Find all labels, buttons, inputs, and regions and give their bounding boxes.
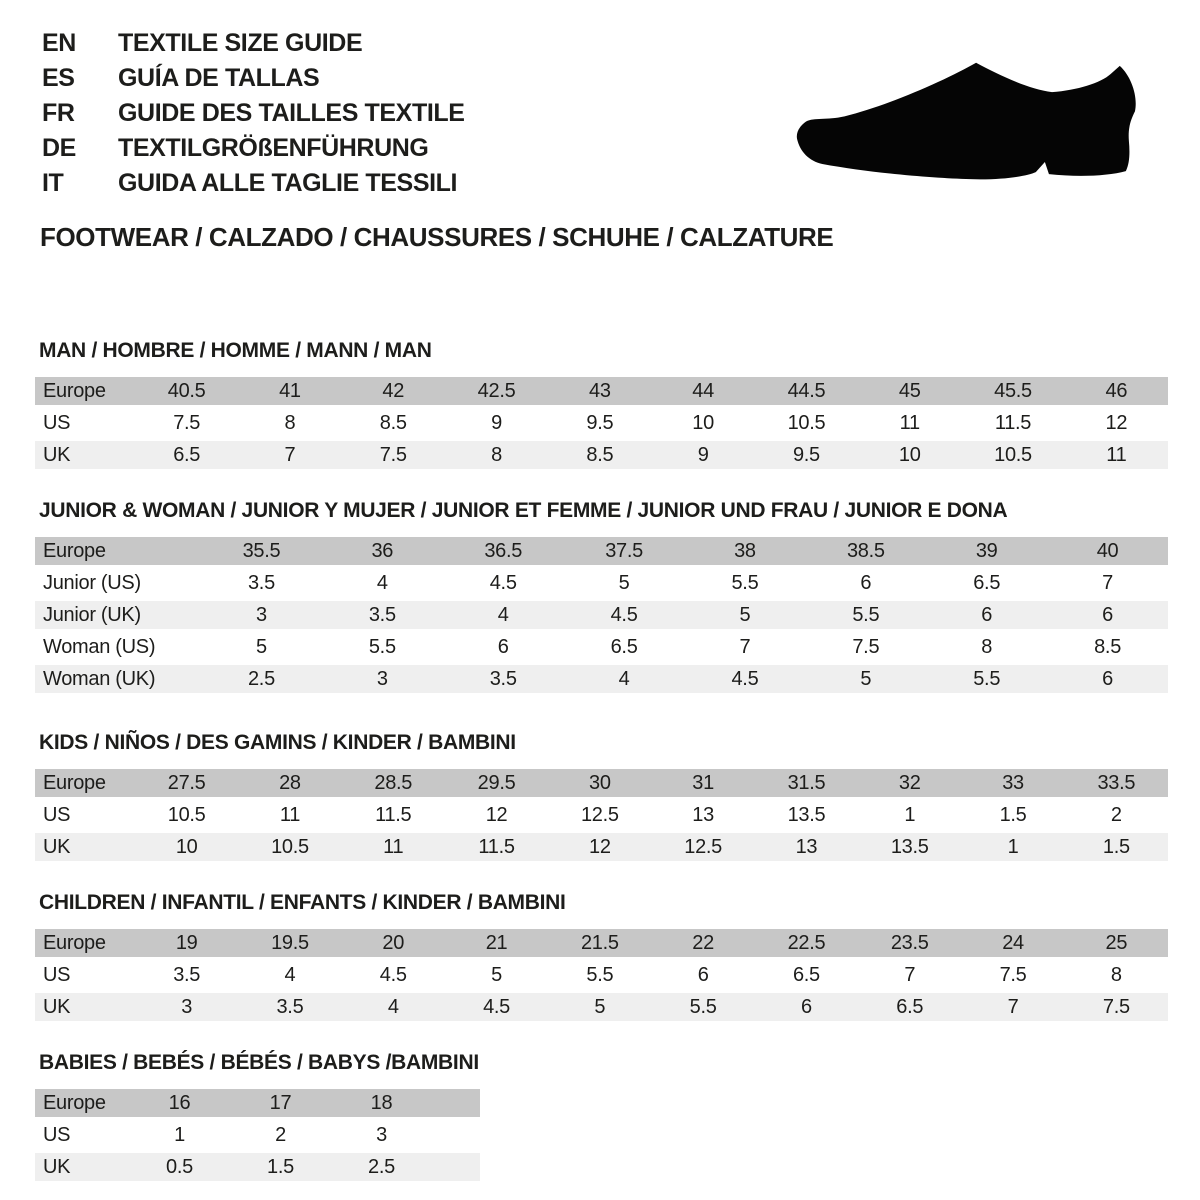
row-label: US [43,803,71,826]
size-cell: 6 [860,571,872,594]
size-cell: 4.5 [610,603,638,626]
size-cell: 40 [1096,539,1119,562]
size-cell: 12 [1105,411,1128,434]
section-title: MAN / HOMBRE / HOMME / MANN / MAN [39,339,432,362]
size-cell: 10 [692,411,714,434]
size-cell: 42 [382,379,405,402]
size-cell: 0.5 [166,1155,193,1178]
size-cell: 11.5 [375,803,412,826]
size-cell: 22.5 [787,931,826,954]
size-cell: 11.5 [478,835,515,858]
size-row [35,1121,480,1149]
size-cell: 11 [383,835,404,858]
size-cell: 23.5 [890,931,929,954]
size-cell: 5.5 [368,635,396,658]
size-cell: 11 [1106,443,1127,466]
size-cell: 21.5 [580,931,619,954]
size-cell: 1.5 [267,1155,294,1178]
size-cell: 28.5 [374,771,413,794]
size-cell: 6.5 [973,571,1001,594]
size-cell: 24 [1002,931,1024,954]
size-cell: 4 [387,995,399,1018]
size-row [35,833,1168,861]
size-cell: 5.5 [689,995,717,1018]
size-cell: 3 [256,603,267,626]
section-kids [35,731,1168,865]
category-title: FOOTWEAR / CALZADO / CHAUSSURES / SCHUHE / CALZATURE [40,222,834,252]
size-cell: 5.5 [586,963,614,986]
size-cell: 4 [497,603,509,626]
size-cell: 8.5 [1094,635,1122,658]
size-cell: 19 [175,931,198,954]
row-label: US [43,1123,71,1146]
size-cell: 30 [589,771,611,794]
lang-row-en [42,26,465,61]
row-label: Junior (US) [43,571,141,594]
size-cell: 5.5 [731,571,759,594]
size-cell: 12 [589,835,611,858]
size-cell: 5.5 [852,603,880,626]
lang-row-es [42,61,465,96]
size-cell: 10 [898,443,921,466]
size-cell: 6.5 [610,635,638,658]
junior-woman-size-table [35,533,1168,697]
size-cell: 6 [1102,667,1113,690]
size-row [35,633,1168,661]
size-cell: 46 [1105,379,1128,402]
size-cell: 17 [269,1091,292,1114]
size-cell: 12.5 [580,803,619,826]
row-label: UK [43,995,71,1018]
size-cell: 45.5 [994,379,1032,402]
size-cell: 7 [284,443,296,466]
size-cell: 2 [275,1123,286,1146]
size-cell: 7.5 [1102,995,1130,1018]
size-header-row [35,377,1168,405]
filler-cell [432,1121,480,1149]
size-cell: 5 [256,635,267,658]
size-cell: 32 [898,771,921,794]
section-title: BABIES / BEBÉS / BÉBÉS / BABYS /BAMBINI [39,1051,479,1074]
row-label: UK [43,1155,71,1178]
size-cell: 9 [697,443,709,466]
size-cell: 7.5 [173,411,201,434]
section-title: JUNIOR & WOMAN / JUNIOR Y MUJER / JUNIOR ET FEMME / JUNIOR UND FRAU / JUNIOR E DONA [39,499,1008,522]
lang-code: DE [42,134,76,162]
size-cell: 11 [899,411,920,434]
size-cell: 28 [279,771,301,794]
size-cell: 3.5 [276,995,304,1018]
size-header-row [35,1089,480,1117]
lang-code: ES [42,64,75,92]
size-cell: 9.5 [792,443,820,466]
kids-size-table [35,765,1168,865]
size-cell: 41 [279,379,301,402]
size-cell: 42.5 [477,379,516,402]
size-header-row [35,537,1168,565]
row-label: Europe [43,1091,106,1114]
size-cell: 12.5 [684,835,722,858]
size-cell: 7 [1102,571,1113,594]
size-cell: 36.5 [484,539,523,562]
size-cell: 4.5 [483,995,510,1018]
size-cell: 8 [284,411,296,434]
size-cell: 3.5 [489,667,517,690]
size-cell: 5.5 [973,667,1001,690]
size-cell: 20 [382,931,405,954]
row-label: Europe [43,539,106,562]
size-cell: 4.5 [379,963,407,986]
size-cell: 4.5 [731,667,759,690]
size-row [35,601,1168,629]
lang-code: FR [42,99,75,127]
size-cell: 4 [284,963,296,986]
size-cell: 40.5 [167,379,206,402]
size-cell: 37.5 [605,539,643,562]
size-cell: 6 [1102,603,1113,626]
section-junior-woman [35,499,1168,697]
size-cell: 3 [181,995,193,1018]
size-cell: 8.5 [379,411,407,434]
size-cell: 8 [491,443,502,466]
size-cell: 9.5 [586,411,614,434]
size-cell: 18 [370,1091,393,1114]
size-cell: 38.5 [846,539,885,562]
size-cell: 5 [491,963,502,986]
size-cell: 2.5 [247,667,275,690]
size-cell: 13.5 [890,835,929,858]
section-title: KIDS / NIÑOS / DES GAMINS / KINDER / BAMBINI [39,731,516,754]
size-cell: 4 [376,571,388,594]
size-cell: 11 [279,803,301,826]
filler-cell [432,1089,480,1117]
size-header-row [35,929,1168,957]
size-cell: 45 [898,379,921,402]
size-cell: 1 [174,1123,185,1146]
size-cell: 10.5 [787,411,826,434]
section-man [35,339,1168,473]
size-row [35,961,1168,989]
size-cell: 27.5 [167,771,206,794]
size-cell: 44 [692,379,714,402]
size-cell: 6 [497,635,509,658]
size-cell: 8 [1110,963,1122,986]
size-cell: 6.5 [173,443,201,466]
size-cell: 7.5 [379,443,407,466]
size-cell: 12 [485,803,508,826]
size-header-row [35,769,1168,797]
row-label: Europe [43,931,106,954]
size-cell: 3.5 [173,963,201,986]
size-cell: 5 [618,571,630,594]
size-cell: 36 [371,539,394,562]
row-label: Junior (UK) [43,603,141,626]
size-cell: 29.5 [477,771,516,794]
row-label: Europe [43,771,106,794]
size-cell: 6 [697,963,709,986]
size-cell: 7.5 [999,963,1027,986]
size-cell: 6 [981,603,993,626]
size-cell: 10.5 [994,443,1032,466]
size-cell: 19.5 [271,931,309,954]
lang-row-it [42,166,465,201]
row-label: US [43,411,71,434]
size-row [35,993,1168,1021]
size-row [35,801,1168,829]
size-cell: 10 [175,835,198,858]
shoe-icon [796,56,1140,188]
size-cell: 44.5 [787,379,826,402]
size-cell: 5 [860,667,872,690]
children-size-table [35,925,1168,1025]
row-label: US [43,963,71,986]
size-cell: 13 [795,835,818,858]
section-babies [35,1051,1168,1185]
size-cell: 4 [618,667,630,690]
section-title: CHILDREN / INFANTIL / ENFANTS / KINDER / BAMBINI [39,891,566,914]
size-cell: 39 [975,539,998,562]
size-cell: 1.5 [1102,835,1130,858]
row-label: Europe [43,379,106,402]
size-cell: 43 [589,379,611,402]
size-row [35,409,1168,437]
size-cell: 3 [376,667,388,690]
size-cell: 5 [739,603,751,626]
size-row [35,569,1168,597]
size-cell: 6 [801,995,812,1018]
size-cell: 2.5 [368,1155,395,1178]
size-cell: 3.5 [368,603,396,626]
size-cell: 22 [692,931,714,954]
size-cell: 25 [1105,931,1128,954]
size-cell: 1.5 [999,803,1027,826]
size-row [35,441,1168,469]
row-label: UK [43,443,71,466]
size-cell: 2 [1110,803,1122,826]
size-cell: 31.5 [787,771,826,794]
size-tables [35,339,1168,1185]
language-title-list [42,26,465,201]
lang-title: TEXTILE SIZE GUIDE [118,29,363,57]
size-cell: 3 [376,1123,387,1146]
size-cell: 7 [1007,995,1019,1018]
size-cell: 35.5 [242,539,281,562]
man-size-table [35,373,1168,473]
lang-title: TEXTILGRÖßENFÜHRUNG [118,134,429,162]
size-cell: 8 [981,635,993,658]
lang-title: GUÍA DE TALLAS [118,64,320,92]
row-label: Woman (US) [43,635,156,658]
lang-code: EN [42,29,76,57]
size-cell: 8.5 [586,443,614,466]
size-cell: 33.5 [1097,771,1136,794]
row-label: Woman (UK) [43,667,156,690]
size-cell: 7.5 [852,635,880,658]
size-cell: 5 [594,995,606,1018]
row-label: UK [43,835,71,858]
size-cell: 33 [1002,771,1024,794]
size-cell: 7 [904,963,916,986]
size-cell: 11.5 [994,411,1032,434]
lang-row-de [42,131,465,166]
lang-code: IT [42,169,64,197]
size-cell: 4.5 [489,571,517,594]
size-cell: 6.5 [896,995,924,1018]
size-cell: 6.5 [792,963,820,986]
size-cell: 7 [739,635,751,658]
section-children [35,891,1168,1025]
size-cell: 13.5 [787,803,826,826]
lang-title: GUIDA ALLE TAGLIE TESSILI [118,169,458,197]
size-cell: 10.5 [271,835,309,858]
lang-row-fr [42,96,465,131]
size-cell: 1 [904,803,916,826]
size-cell: 21 [485,931,508,954]
size-cell: 38 [734,539,756,562]
size-row [35,665,1168,693]
size-cell: 10.5 [167,803,206,826]
filler-cell [432,1153,480,1181]
size-cell: 9 [491,411,502,434]
babies-size-table [35,1085,480,1185]
size-row [35,1153,480,1181]
lang-title: GUIDE DES TAILLES TEXTILE [118,99,465,127]
size-cell: 3.5 [247,571,275,594]
size-cell: 31 [692,771,714,794]
size-cell: 1 [1007,835,1019,858]
size-cell: 16 [168,1091,191,1114]
size-cell: 13 [692,803,714,826]
